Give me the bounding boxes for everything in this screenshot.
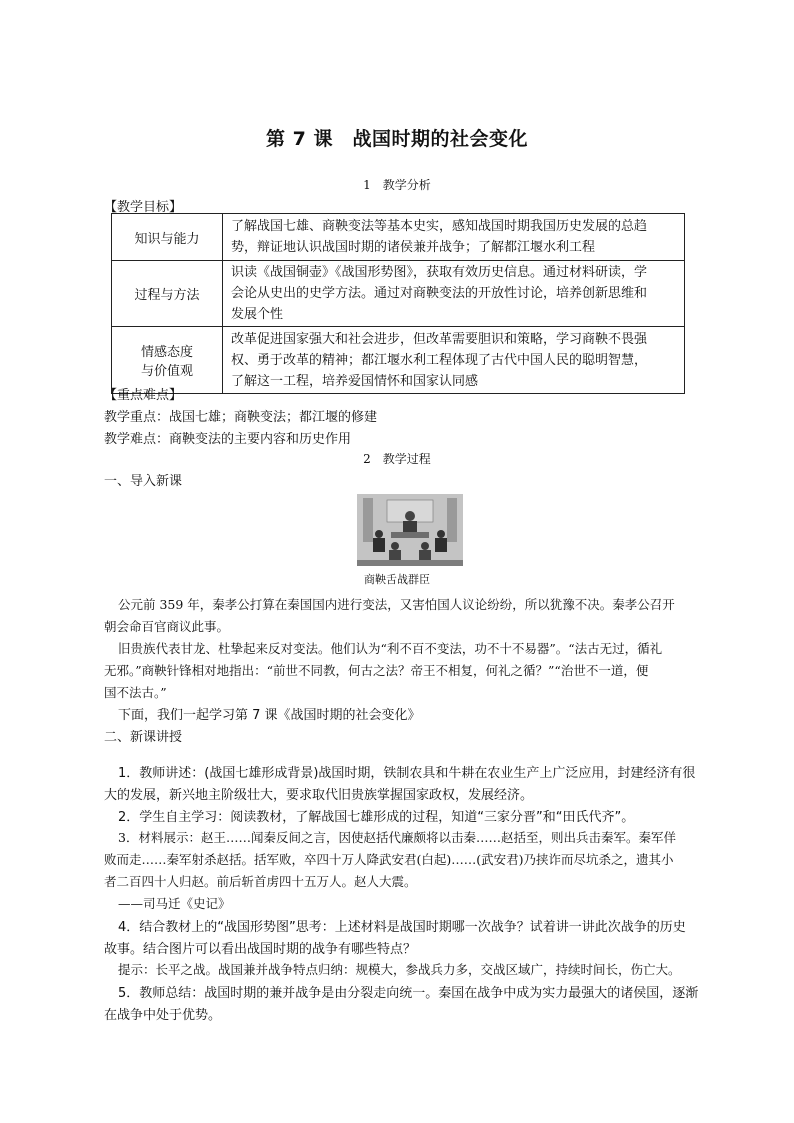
difficult-point: 教学难点：商鞅变法的主要内容和历史作用 (104, 432, 352, 447)
paragraph-line: 旧贵族代表甘龙、杜挚起来反对变法。他们认为“利不百不变法，功不十不易器”。“法古无过，循礼 (118, 641, 663, 656)
paragraph-line: 败而走……秦军射杀赵括。括军败，卒四十万人降武安君(白起)……(武安君)乃挟诈而尽坑杀之，遗其小 (104, 852, 674, 867)
paragraph-line: 朝会命百官商议此事。 (104, 619, 230, 634)
paragraph-line: 4．结合教材上的“战国形势图”思考：上述材料是战国时期哪一次战争？试着讲一讲此次战争的历史 (118, 920, 686, 935)
objectives-heading: 【教学目标】 (104, 200, 183, 215)
new-lesson-heading: 二、新课讲授 (104, 730, 183, 745)
section-heading-analysis: 1 教学分析 (363, 178, 431, 192)
keypoints-heading: 【重点难点】 (104, 388, 183, 403)
objective-content: 识读《战国铜壶》《战国形势图》，获取有效历史信息。通过材料研读，学 会论从史出的史学方法。通过对商鞅变法的开放性讨论，培养创新思维和 发展个性 (223, 261, 685, 327)
objective-label: 情感态度 与价值观 (112, 327, 223, 394)
key-point: 教学重点：战国七雄；商鞅变法；都江堰的修建 (104, 410, 378, 425)
objectives-table (111, 213, 685, 394)
citation: ——司马迁《史记》 (118, 896, 231, 911)
paragraph-line: 3．材料展示：赵王……闻秦反间之言，因使赵括代廉颇将以击秦……赵括至，则出兵击秦军。秦军佯 (118, 830, 676, 845)
paragraph-line: 1．教师讲述：(战国七雄形成背景)战国时期，铁制农具和牛耕在农业生产上广泛应用，封建经济有很 (118, 766, 696, 781)
objective-content: 改革促进国家强大和社会进步，但改革需要胆识和策略，学习商鞅不畏强 权、勇于改革的精神；都江堰水利工程体现了古代中国人民的聪明智慧， 了解这一工程，培养爱国情怀和国家认同感 (223, 327, 685, 394)
paragraph-line: 5．教师总结：战国时期的兼并战争是由分裂走向统一。秦国在战争中成为实力最强大的诸侯国，逐渐 (118, 986, 699, 1001)
objective-row (112, 261, 685, 327)
objective-content: 了解战国七雄、商鞅变法等基本史实，感知战国时期我国历史发展的总趋 势，辩证地认识战国时期的诸侯兼并战争；了解都江堰水利工程 (223, 214, 685, 261)
objective-row (112, 327, 685, 394)
paragraph-line: 无邪。”商鞅针锋相对地指出：“前世不同教，何古之法？帝王不相复，何礼之循？”“治世不一道，便 (104, 663, 649, 678)
figure-caption: 商鞅舌战群臣 (364, 573, 430, 586)
objective-row (112, 214, 685, 261)
objective-label: 过程与方法 (112, 261, 223, 327)
paragraph-line: 2．学生自主学习：阅读教材，了解战国七雄形成的过程，知道“三家分晋”和“田氏代齐”。 (118, 810, 635, 825)
paragraph-line: 下面，我们一起学习第 7 课《战国时期的社会变化》 (118, 708, 421, 723)
paragraph-line: 国不法古。” (104, 685, 167, 700)
debate-scene-image (357, 494, 463, 566)
paragraph-line: 大的发展，新兴地主阶级壮大，要求取代旧贵族掌握国家政权，发展经济。 (104, 788, 534, 803)
lesson-title: 第 7 课 战国时期的社会变化 (266, 128, 528, 150)
paragraph-line: 在战争中处于优势。 (104, 1008, 222, 1023)
section-heading-process: 2 教学过程 (363, 452, 431, 466)
intro-heading: 一、导入新课 (104, 474, 183, 489)
objective-label: 知识与能力 (112, 214, 223, 261)
paragraph-line: 公元前 359 年，秦孝公打算在秦国国内进行变法，又害怕国人议论纷纷，所以犹豫不决。秦孝公召开 (118, 597, 675, 612)
paragraph-line: 故事。结合图片可以看出战国时期的战争有哪些特点？ (104, 942, 417, 957)
hint-line: 提示：长平之战。战国兼并战争特点归纳：规模大，参战兵力多，交战区域广，持续时间长，伤亡大。 (118, 962, 681, 977)
paragraph-line: 者二百四十人归赵。前后斩首虏四十五万人。赵人大震。 (104, 874, 417, 889)
illustration-image (357, 494, 463, 566)
